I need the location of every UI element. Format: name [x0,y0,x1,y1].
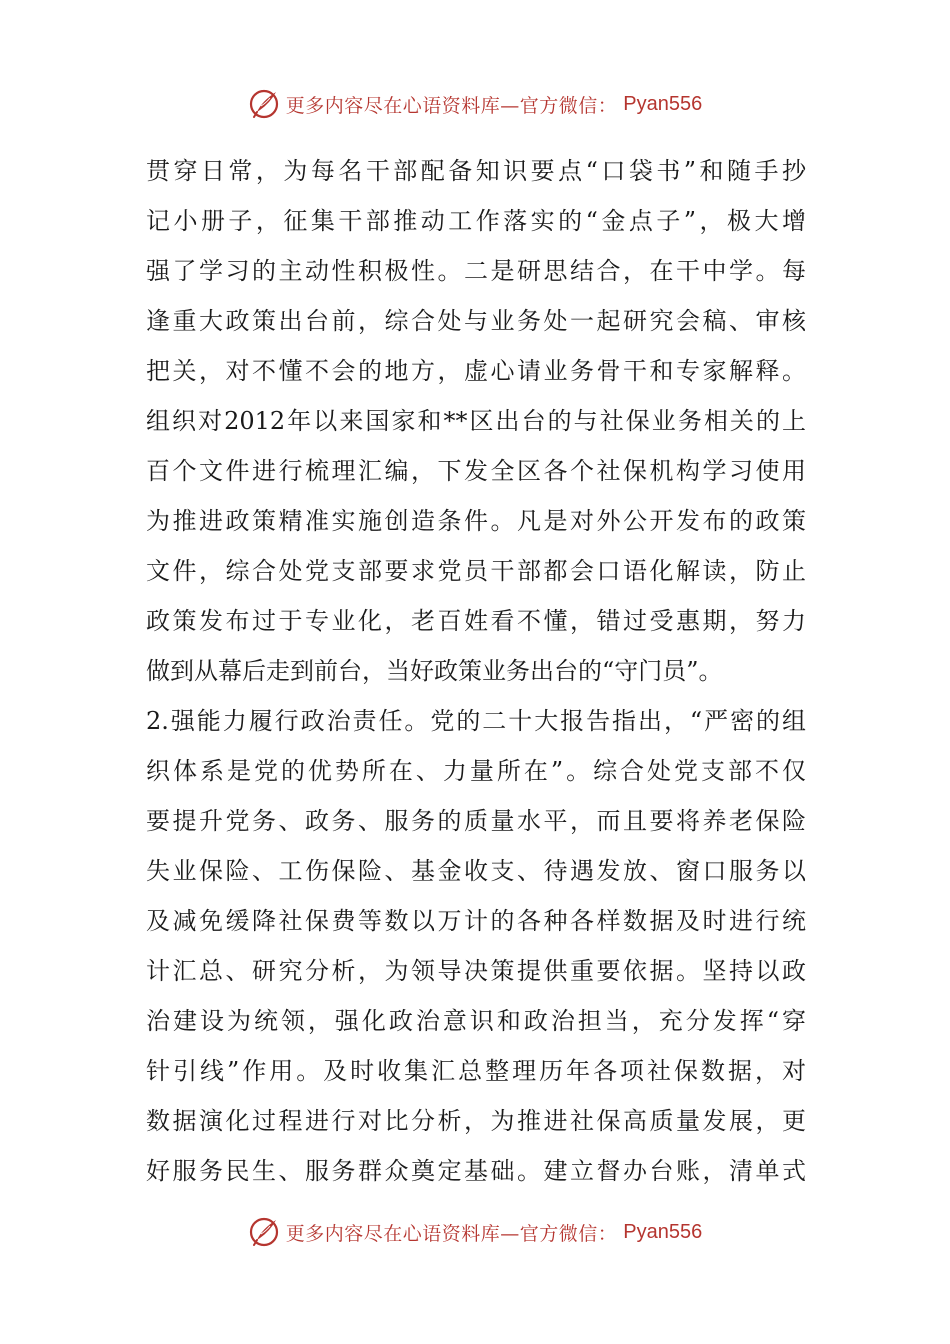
body-line: 政策发布过于专业化，老百姓看不懂，错过受惠期，努力 [146,607,806,635]
body-line: 计汇总、研究分析，为领导决策提供重要依据。坚持以政 [146,957,806,985]
body-line: 2.强能力履行政治责任。党的二十大报告指出，“严密的组 [146,707,806,735]
body-line: 把关，对不懂不会的地方，虚心请业务骨干和专家解释。 [146,357,806,385]
header-watermark [0,84,950,124]
body-line: 治建设为统领，强化政治意识和政治担当，充分发挥“穿 [146,1007,806,1035]
document-body [146,146,806,1196]
body-line: 织体系是党的优势所在、力量所在”。综合处党支部不仅 [146,757,806,785]
body-line: 针引线”作用。及时收集汇总整理历年各项社保数据，对 [146,1057,806,1085]
body-line: 为推进政策精准实施创造条件。凡是对外公开发布的政策 [146,507,806,535]
body-line: 要提升党务、政务、服务的质量水平，而且要将养老保险 [146,807,806,835]
body-line: 文件，综合处党支部要求党员干部都会口语化解读，防止 [146,557,806,585]
body-line: 失业保险、工伤保险、基金收支、待遇发放、窗口服务以 [146,857,806,885]
body-line: 记小册子，征集干部推动工作落实的“金点子”，极大增 [146,207,806,235]
body-line: 及减免缓降社保费等数以万计的各种各样数据及时进行统 [146,907,806,935]
body-line: 做到从幕后走到前台，当好政策业务出台的“守门员”。 [146,657,723,685]
body-line: 百个文件进行梳理汇编，下发全区各个社保机构学习使用 [146,457,806,485]
body-line: 组织对2012年以来国家和**区出台的与社保业务相关的上 [146,407,806,435]
watermark-text: 更多内容尽在心语资料库—官方微信： [285,1222,618,1245]
footer-watermark [0,1212,950,1252]
body-line: 数据演化过程进行对比分析，为推进社保高质量发展，更 [146,1107,806,1135]
quill-pen-logo-icon [248,87,282,121]
watermark-wechat-id: Pyan556 [623,1220,703,1243]
body-line: 强了学习的主动性积极性。二是研思结合，在干中学。每 [146,257,806,285]
body-line: 好服务民生、服务群众奠定基础。建立督办台账，清单式 [146,1157,806,1185]
watermark-text: 更多内容尽在心语资料库—官方微信： [285,94,618,117]
body-line: 贯穿日常，为每名干部配备知识要点“口袋书”和随手抄 [146,157,806,185]
watermark-wechat-id: Pyan556 [623,92,703,115]
body-line: 逢重大政策出台前，综合处与业务处一起研究会稿、审核 [146,307,806,335]
quill-pen-logo-icon [248,1215,282,1249]
